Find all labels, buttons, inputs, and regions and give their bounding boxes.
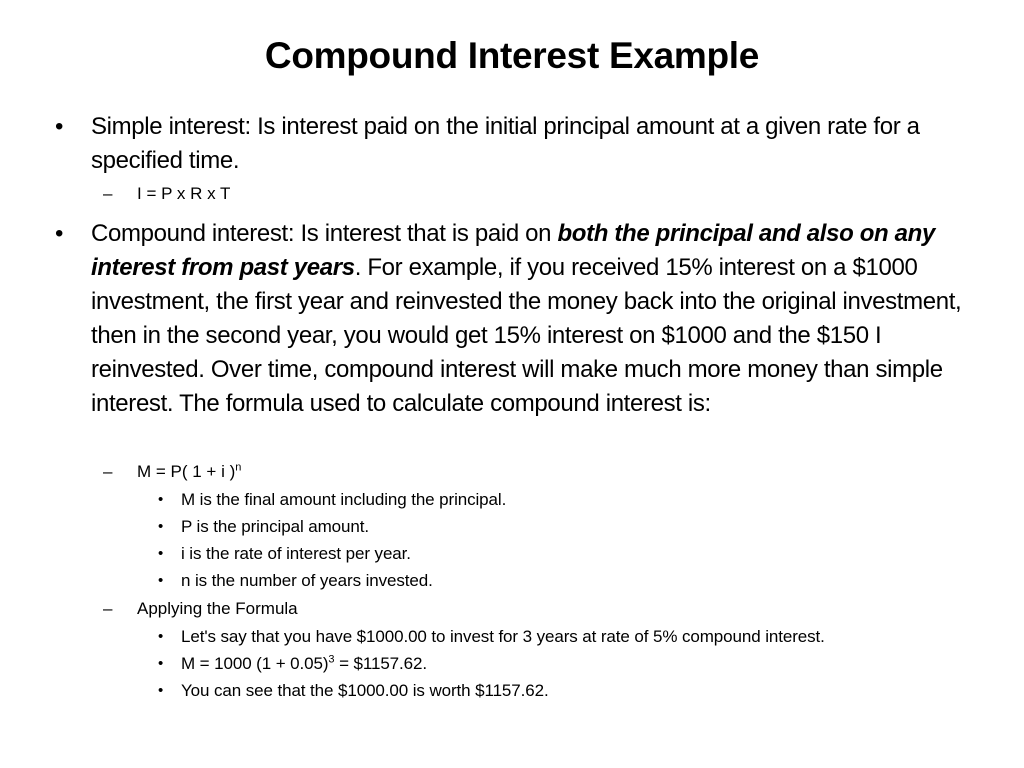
example-formula-exponent: 3	[328, 653, 335, 666]
sub-bullet-icon: •	[158, 655, 164, 672]
example-item: You can see that the $1000.00 is worth $1157.62.	[181, 681, 549, 700]
slide-title: Compound Interest Example	[264, 35, 760, 76]
definition-item: i is the rate of interest per year.	[181, 544, 411, 563]
sub-bullet-icon: •	[158, 491, 164, 508]
dash-icon: –	[103, 599, 113, 618]
sub-bullet-icon: •	[158, 545, 164, 562]
definition-item: P is the principal amount.	[181, 517, 369, 536]
sub-bullet-icon: •	[158, 518, 164, 535]
simple-interest-text: Simple interest: Is interest paid on the initial principal amount at a given rate for a specified time.	[91, 113, 920, 174]
compound-rest: . For example, if you received 15% interest on a $1000 investment, the first year and reinvested the money back into the original investment, then in the second year, you would get 15% interest on $1000 and the $150 I reinvested. Over time, compound interest will make much more money than simple interest. The formula used to calculate compound interest is:	[91, 254, 962, 417]
compound-formula	[137, 460, 241, 484]
sub-bullet-icon: •	[158, 682, 164, 699]
compound-formula-exponent: n	[235, 461, 242, 474]
simple-interest-formula: I = P x R x T	[137, 184, 231, 203]
example-item	[181, 652, 427, 676]
compound-interest-text	[91, 217, 991, 421]
example-formula-result: = $1157.62.	[334, 654, 427, 673]
sub-bullet-icon: •	[158, 572, 164, 589]
dash-icon: –	[103, 184, 113, 203]
definition-item: n is the number of years invested.	[181, 571, 433, 590]
example-item: Let's say that you have $1000.00 to invest for 3 years at rate of 5% compound interest.	[181, 627, 825, 646]
compound-formula-base: M = P( 1 + i )	[137, 462, 236, 481]
compound-lead: Compound interest: Is interest that is paid on	[91, 220, 558, 247]
sub-bullet-icon: •	[158, 628, 164, 645]
definition-item: M is the final amount including the principal.	[181, 490, 507, 509]
example-formula-base: M = 1000 (1 + 0.05)	[181, 654, 329, 673]
bullet-icon: •	[55, 220, 64, 247]
compound-emphasis: both the principal and also on any interest from past years	[91, 220, 935, 281]
applying-formula-label: Applying the Formula	[137, 599, 298, 618]
bullet-icon: •	[55, 113, 64, 140]
dash-icon: –	[103, 462, 113, 481]
